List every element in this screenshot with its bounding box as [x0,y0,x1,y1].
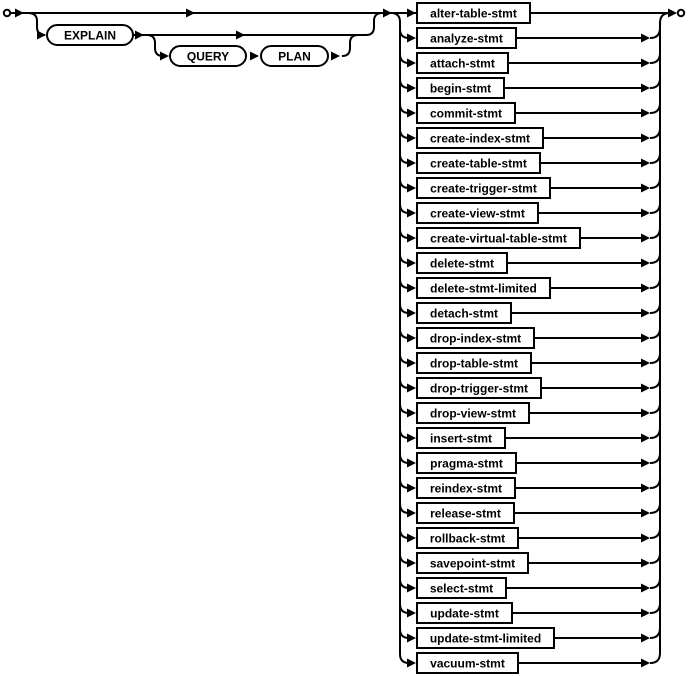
arrowhead-icon [641,334,650,343]
nonterminal-label: update-stmt-limited [429,631,542,646]
elbow-up-line [650,203,660,213]
nonterminal-label: alter-table-stmt [430,6,517,21]
nonterminal-label: drop-table-stmt [430,356,518,371]
nonterminal-label: drop-index-stmt [429,331,522,346]
nonterminal-label: create-table-stmt [430,156,527,171]
terminal-explain [47,25,133,45]
elbow-up-line [342,35,358,56]
elbow-up-line [650,378,660,388]
arrowhead-icon [641,134,650,143]
arrowhead-icon [236,31,245,40]
nonterminal-update-stmt-limited[interactable] [417,628,554,648]
arrowhead-icon [407,509,416,518]
arrowhead-icon [641,384,650,393]
elbow-up-line [650,328,660,338]
arrowhead-icon [641,109,650,118]
nonterminal-alter-table-stmt[interactable] [417,3,530,23]
arrowhead-icon [331,52,340,61]
arrowhead-icon [641,534,650,543]
arrowhead-icon [407,309,416,318]
arrowhead-icon [641,634,650,643]
arrowhead-icon [641,84,650,93]
arrowhead-icon [641,609,650,618]
end-terminal-icon [678,10,684,16]
terminal-plan [261,46,328,66]
nonterminal-label: pragma-stmt [430,456,503,471]
arrowhead-icon [641,59,650,68]
elbow-up-line [650,478,660,488]
nonterminal-delete-stmt[interactable] [417,253,507,273]
arrowhead-icon [641,34,650,43]
elbow-up-line [650,303,660,313]
arrowhead-icon [160,52,169,61]
elbow-up-line [650,253,660,263]
arrowhead-icon [407,209,416,218]
elbow-up-line [650,603,660,613]
elbow-up-line [650,578,660,588]
arrowhead-icon [407,284,416,293]
elbow-up-line [650,528,660,538]
nonterminal-vacuum-stmt[interactable] [417,653,518,673]
elbow-up-line [650,278,660,288]
arrowhead-icon [407,184,416,193]
arrowhead-icon [407,409,416,418]
nonterminal-label: drop-trigger-stmt [430,381,528,396]
nonterminal-release-stmt[interactable] [417,503,514,523]
nonterminal-label: delete-stmt-limited [430,281,537,296]
nonterminal-label: select-stmt [429,581,494,596]
arrowhead-icon [407,234,416,243]
arrowhead-icon [407,584,416,593]
arrowhead-icon [641,484,650,493]
elbow-up-line [650,628,660,638]
arrowhead-icon [407,34,416,43]
nonterminal-label: begin-stmt [429,81,492,96]
arrowhead-icon [407,484,416,493]
nonterminal-begin-stmt[interactable] [417,78,504,98]
terminal-label: PLAN [278,49,311,64]
nonterminal-update-stmt[interactable] [417,603,512,623]
arrowhead-icon [407,634,416,643]
start-terminal-icon [4,10,10,16]
arrowhead-icon [186,9,195,18]
nonterminal-create-table-stmt[interactable] [417,153,540,173]
elbow-up-line [650,28,660,38]
nonterminal-select-stmt[interactable] [417,578,506,598]
arrowhead-icon [407,559,416,568]
elbow-up-line [650,78,660,88]
arrowhead-icon [407,359,416,368]
nonterminal-label: attach-stmt [430,56,495,71]
arrowhead-icon [641,659,650,668]
elbow-up-line [650,353,660,363]
arrowhead-icon [641,584,650,593]
arrowhead-icon [407,9,416,18]
elbow-up-line [650,653,660,663]
arrowhead-icon [407,134,416,143]
nonterminal-reindex-stmt[interactable] [417,478,515,498]
nonterminal-commit-stmt[interactable] [417,103,515,123]
arrowhead-icon [641,184,650,193]
elbow-up-line [650,153,660,163]
nonterminal-create-virtual-table-stmt[interactable] [417,228,580,248]
arrowhead-icon [407,659,416,668]
arrowhead-icon [407,159,416,168]
nonterminal-drop-trigger-stmt[interactable] [417,378,541,398]
elbow-up-line [650,428,660,438]
arrowhead-icon [407,434,416,443]
nonterminal-label: vacuum-stmt [430,656,505,671]
nonterminal-label: rollback-stmt [429,531,506,546]
arrowhead-icon [135,31,144,40]
nonterminal-label: delete-stmt [429,256,495,271]
nonterminal-create-view-stmt[interactable] [417,203,538,223]
left-branch-rail [391,13,400,654]
arrowhead-icon [37,31,46,40]
arrowhead-icon [407,534,416,543]
arrowhead-icon [407,459,416,468]
arrowhead-icon [250,52,259,61]
elbow-up-line [650,103,660,113]
nonterminal-drop-table-stmt[interactable] [417,353,531,373]
terminal-query [170,46,246,66]
nonterminal-pragma-stmt[interactable] [417,453,516,473]
arrowhead-icon [15,9,24,18]
arrowhead-icon [641,159,650,168]
arrowhead-icon [641,259,650,268]
nonterminal-label: detach-stmt [429,306,499,321]
terminal-label: EXPLAIN [63,28,117,43]
nonterminal-label: savepoint-stmt [429,556,516,571]
arrowhead-icon [641,559,650,568]
elbow-up-line [366,13,382,35]
elbow-up-line [650,53,660,63]
nonterminal-label: drop-view-stmt [429,406,517,421]
nonterminal-label: create-virtual-table-stmt [430,231,567,246]
arrowhead-icon [407,609,416,618]
nonterminal-label: create-index-stmt [429,131,531,146]
elbow-up-line [650,453,660,463]
nonterminal-insert-stmt[interactable] [417,428,505,448]
arrowhead-icon [407,84,416,93]
elbow-up-line [650,178,660,188]
nonterminal-label: insert-stmt [429,431,493,446]
elbow-up-line [650,403,660,413]
arrowhead-icon [407,384,416,393]
arrowhead-icon [407,109,416,118]
nonterminal-label: commit-stmt [429,106,503,121]
arrowhead-icon [407,59,416,68]
arrowhead-icon [641,209,650,218]
elbow-up-line [650,228,660,238]
nonterminal-label: analyze-stmt [430,31,503,46]
nonterminal-label: release-stmt [430,506,501,521]
nonterminal-label: update-stmt [430,606,499,621]
nonterminal-drop-view-stmt[interactable] [417,403,529,423]
elbow-down-line [28,13,45,35]
nonterminal-create-index-stmt[interactable] [417,128,543,148]
elbow-up-line [650,128,660,138]
nonterminal-rollback-stmt[interactable] [417,528,518,548]
arrowhead-icon [641,459,650,468]
arrowhead-icon [668,9,677,18]
terminal-label: QUERY [186,49,230,64]
arrowhead-icon [383,9,392,18]
arrowhead-icon [407,259,416,268]
nonterminal-savepoint-stmt[interactable] [417,553,528,573]
nonterminal-create-trigger-stmt[interactable] [417,178,550,198]
arrowhead-icon [641,234,650,243]
arrowhead-icon [641,409,650,418]
nonterminal-attach-stmt[interactable] [417,53,508,73]
nonterminal-label: create-trigger-stmt [430,181,537,196]
nonterminal-detach-stmt[interactable] [417,303,511,323]
arrowhead-icon [407,334,416,343]
arrowhead-icon [641,434,650,443]
nonterminal-label: reindex-stmt [429,481,503,496]
elbow-up-line [650,503,660,513]
arrowhead-icon [641,359,650,368]
nonterminal-drop-index-stmt[interactable] [417,328,534,348]
nonterminal-delete-stmt-limited[interactable] [417,278,550,298]
right-merge-rail [660,13,670,653]
nonterminal-analyze-stmt[interactable] [417,28,516,48]
elbow-up-line [650,553,660,563]
arrowhead-icon [641,509,650,518]
arrowhead-icon [641,309,650,318]
nonterminal-label: create-view-stmt [430,206,525,221]
arrowhead-icon [641,284,650,293]
